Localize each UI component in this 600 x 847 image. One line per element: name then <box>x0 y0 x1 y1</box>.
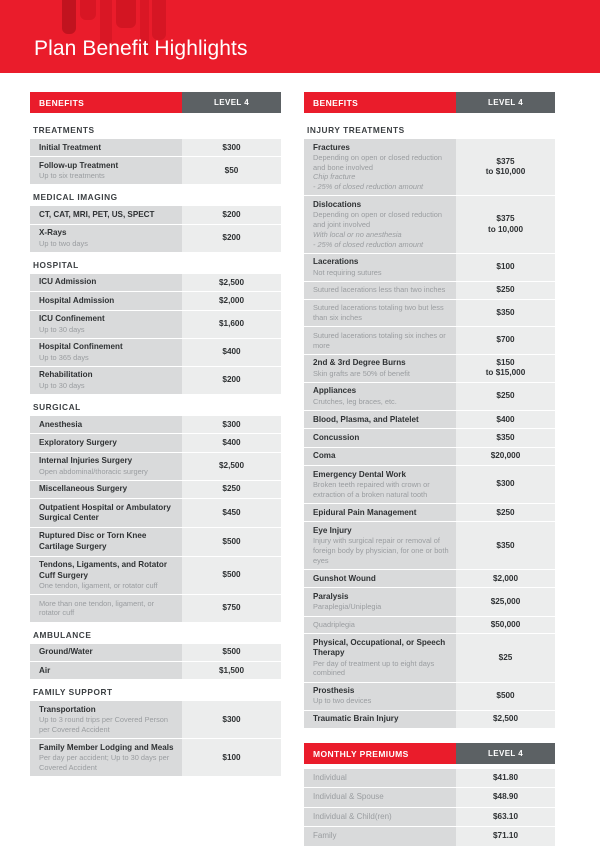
table-row <box>304 634 555 682</box>
benefit-value: $500 <box>182 644 281 661</box>
table-row <box>304 300 555 328</box>
table-medical-imaging <box>30 206 281 251</box>
benefit-cell <box>30 311 182 338</box>
banner-decor-bar-6 <box>152 0 166 40</box>
benefit-cell <box>30 644 182 661</box>
benefit-value: $2,000 <box>456 570 555 587</box>
table-hospital <box>30 274 281 394</box>
premium-cell <box>304 769 456 787</box>
benefit-cell <box>30 367 182 394</box>
benefit-subtext: Injury with surgical repair or removal of foreign body by physician, for one or both eyes <box>313 536 449 565</box>
benefit-cell <box>304 411 456 428</box>
table-row <box>30 274 281 292</box>
benefit-value <box>456 355 555 382</box>
benefit-title: Coma <box>313 451 336 461</box>
premium-value: $71.10 <box>456 827 555 845</box>
benefit-subtext-italic: Chip fracture <box>313 172 356 182</box>
benefit-value: $2,500 <box>182 274 281 291</box>
benefit-value: $2,000 <box>182 292 281 309</box>
table-row <box>304 788 555 807</box>
benefit-title: Exploratory Surgery <box>39 437 117 447</box>
benefit-cell <box>30 701 182 738</box>
benefit-subtext-italic: - 25% of closed reduction amount <box>313 239 424 249</box>
benefit-title: CT, CAT, MRI, PET, US, SPECT <box>39 209 155 219</box>
table-row <box>30 367 281 394</box>
benefit-subtext: Up to 365 days <box>39 352 89 362</box>
benefit-value: $400 <box>182 339 281 366</box>
table-row <box>30 434 281 452</box>
banner-decor-bar-4 <box>116 0 136 28</box>
table-row <box>304 504 555 522</box>
benefit-title: 2nd & 3rd Degree Burns <box>313 358 406 368</box>
benefit-cell <box>30 453 182 480</box>
table-row <box>30 644 281 662</box>
premium-title: Individual & Child(ren) <box>313 811 392 821</box>
monthly-premiums-table <box>304 743 555 846</box>
table-row <box>30 225 281 252</box>
table-row <box>30 557 281 595</box>
benefit-value: $500 <box>456 683 555 710</box>
table-row <box>304 196 555 253</box>
benefit-cell <box>30 557 182 594</box>
table-row <box>304 466 555 504</box>
table-row <box>30 139 281 157</box>
benefit-title: Paralysis <box>313 591 349 601</box>
benefit-value: $250 <box>456 282 555 299</box>
table-row <box>304 808 555 827</box>
table-row <box>30 416 281 434</box>
benefit-cell <box>304 355 456 382</box>
table-treatments <box>30 139 281 184</box>
benefit-value: $350 <box>456 429 555 446</box>
premium-title: Family <box>313 831 337 841</box>
benefit-cell <box>304 617 456 634</box>
benefit-subtext: Not requiring sutures <box>313 267 382 277</box>
benefit-cell <box>304 711 456 728</box>
benefit-title: Blood, Plasma, and Platelet <box>313 414 419 424</box>
benefit-cell <box>30 481 182 498</box>
premiums-rows <box>304 769 555 846</box>
benefit-cell <box>30 339 182 366</box>
table-row <box>304 588 555 616</box>
benefit-title: Epidural Pain Management <box>313 507 417 517</box>
benefit-title: Eye Injury <box>313 525 352 535</box>
benefit-title: Internal Injuries Surgery <box>39 456 133 466</box>
benefit-cell <box>30 206 182 223</box>
benefit-value: $750 <box>182 595 281 622</box>
benefit-title: Traumatic Brain Injury <box>313 714 399 724</box>
benefit-cell <box>304 254 456 281</box>
benefit-title: Dislocations <box>313 199 362 209</box>
benefit-value: $350 <box>456 522 555 569</box>
benefit-title: Anesthesia <box>39 419 83 429</box>
table-row <box>304 254 555 282</box>
benefit-value: $350 <box>456 300 555 327</box>
benefit-cell <box>30 225 182 252</box>
benefit-title: Concussion <box>313 432 360 442</box>
table-row <box>304 282 555 300</box>
table-row <box>304 139 555 196</box>
benefit-cell <box>30 499 182 527</box>
table-row <box>304 448 555 466</box>
benefit-title: Hospital Admission <box>39 295 115 305</box>
benefit-value: $200 <box>182 367 281 394</box>
benefit-title: Outpatient Hospital or Ambulatory Surgical Center <box>39 502 171 523</box>
table-row <box>304 711 555 728</box>
table-row <box>304 383 555 411</box>
benefit-subtext: Up to 30 days <box>39 324 85 334</box>
benefit-cell <box>30 434 182 451</box>
benefit-value: $250 <box>456 383 555 410</box>
benefit-value: $1,600 <box>182 311 281 338</box>
benefit-title: Prosthesis <box>313 686 355 696</box>
benefit-cell <box>304 196 456 252</box>
table-family-support <box>30 701 281 776</box>
benefit-title: Follow-up Treatment <box>39 160 119 170</box>
premium-title: Individual <box>313 773 347 783</box>
benefit-value: $25,000 <box>456 588 555 615</box>
table-row <box>30 206 281 224</box>
benefit-value-line1: $375 <box>496 156 515 166</box>
left-header-benefits: BENEFITS <box>30 92 182 113</box>
benefit-value: $100 <box>182 739 281 776</box>
benefit-cell <box>304 634 456 681</box>
benefit-title: Air <box>39 665 51 675</box>
benefit-value-line1: $375 <box>496 214 515 224</box>
benefit-subtext: Sutured lacerations totaling two but less than six inches <box>313 303 444 322</box>
benefit-cell <box>304 383 456 410</box>
benefit-title: Lacerations <box>313 257 359 267</box>
premium-title: Individual & Spouse <box>313 792 384 802</box>
benefit-cell <box>304 429 456 446</box>
benefit-title: Initial Treatment <box>39 142 102 152</box>
table-row <box>30 292 281 310</box>
banner-decor-bar-1 <box>62 0 76 34</box>
benefit-subtext: More than one tendon, ligament, or rotator cuff <box>39 598 155 618</box>
left-benefits-column <box>30 92 281 777</box>
benefit-title: Hospital Confinement <box>39 342 123 352</box>
benefit-title: Ground/Water <box>39 647 93 657</box>
premium-value: $63.10 <box>456 808 555 826</box>
table-row <box>30 339 281 367</box>
benefit-value <box>456 196 555 252</box>
benefit-title: Appliances <box>313 386 357 396</box>
banner-decor-bar-2 <box>80 0 96 20</box>
left-header-level: LEVEL 4 <box>182 92 281 113</box>
benefit-value: $20,000 <box>456 448 555 465</box>
premium-cell <box>304 788 456 806</box>
table-row <box>304 327 555 355</box>
premium-cell <box>304 827 456 845</box>
benefit-value: $250 <box>456 504 555 521</box>
benefit-subtext: Up to six treatments <box>39 171 105 181</box>
benefit-cell <box>304 300 456 327</box>
table-row <box>304 411 555 429</box>
benefit-subtext: Skin grafts are 50% of benefit <box>313 368 410 378</box>
benefit-subtext: Broken teeth repaired with crown or extraction of a broken natural tooth <box>313 479 430 499</box>
benefit-value: $500 <box>182 557 281 594</box>
benefit-cell <box>304 588 456 615</box>
benefit-value: $50 <box>182 157 281 184</box>
benefit-value: $700 <box>456 327 555 354</box>
table-row <box>30 595 281 622</box>
benefit-cell <box>30 595 182 622</box>
section-heading-hospital: HOSPITAL <box>33 259 79 270</box>
table-row <box>304 429 555 447</box>
benefit-value: $300 <box>182 139 281 156</box>
table-row <box>30 499 281 528</box>
benefit-value: $50,000 <box>456 617 555 634</box>
benefit-subtext: Sutured lacerations less than two inches <box>313 285 446 295</box>
premiums-header-label: MONTHLY PREMIUMS <box>304 743 456 764</box>
benefit-cell <box>30 662 182 679</box>
benefit-subtext: Sutured lacerations totaling six inches or more <box>313 330 446 350</box>
benefit-cell <box>30 292 182 309</box>
benefit-title: ICU Admission <box>39 277 97 287</box>
right-benefits-column <box>304 92 555 847</box>
benefit-value: $400 <box>182 434 281 451</box>
table-surgical <box>30 416 281 622</box>
table-row <box>30 662 281 679</box>
benefit-title: Fractures <box>313 142 350 152</box>
benefit-subtext: Open abdominal/thoracic surgery <box>39 466 148 476</box>
premiums-header <box>304 743 555 764</box>
right-header-level: LEVEL 4 <box>456 92 555 113</box>
right-table-header <box>304 92 555 113</box>
benefit-subtext: Depending on open or closed reduction and bone involved <box>313 152 443 172</box>
section-heading-ambulance: AMBULANCE <box>33 629 92 640</box>
benefit-value: $100 <box>456 254 555 281</box>
benefit-value-line1: $150 <box>496 358 515 368</box>
table-row <box>30 739 281 776</box>
benefit-cell <box>30 416 182 433</box>
benefit-value: $200 <box>182 206 281 223</box>
table-ambulance <box>30 644 281 680</box>
table-row <box>304 570 555 588</box>
benefit-cell <box>30 157 182 184</box>
table-row <box>30 481 281 499</box>
benefit-title: Physical, Occupational, or Speech Therapy <box>313 637 446 658</box>
page-banner <box>0 0 600 73</box>
benefit-subtext: One tendon, ligament, or rotator cuff <box>39 580 158 590</box>
benefit-value <box>456 139 555 195</box>
benefit-cell <box>304 683 456 710</box>
benefit-subtext: Crutches, leg braces, etc. <box>313 396 397 406</box>
benefit-subtext: Up to two devices <box>313 696 372 706</box>
benefit-cell <box>30 274 182 291</box>
benefit-title: Rehabilitation <box>39 370 93 380</box>
benefit-cell <box>304 522 456 569</box>
benefit-subtext: Per day per accident; Up to 30 days per Covered Accident <box>39 753 170 772</box>
table-row <box>30 157 281 184</box>
benefit-value: $200 <box>182 225 281 252</box>
benefit-subtext: Quadriplegia <box>313 620 355 630</box>
table-row <box>304 617 555 635</box>
benefit-title: X-Rays <box>39 228 67 238</box>
benefit-title: Gunshot Wound <box>313 573 376 583</box>
benefit-value: $1,500 <box>182 662 281 679</box>
benefit-cell <box>30 739 182 776</box>
page-title: Plan Benefit Highlights <box>34 37 248 60</box>
benefit-subtext: Up to 30 days <box>39 380 85 390</box>
benefit-value-line2: to $10,000 <box>485 167 526 177</box>
benefit-value: $450 <box>182 499 281 527</box>
benefit-cell <box>304 282 456 299</box>
benefit-value: $500 <box>182 528 281 556</box>
benefit-cell <box>304 327 456 354</box>
benefit-value-line2: to 10,000 <box>487 224 524 234</box>
section-heading-surgical: SURGICAL <box>33 402 81 413</box>
table-row <box>304 522 555 570</box>
benefit-cell <box>304 570 456 587</box>
table-row <box>30 701 281 739</box>
benefit-subtext: Per day of treatment up to eight days combined <box>313 658 435 678</box>
benefit-subtext-italic: With local or no anesthesia <box>313 229 402 239</box>
benefit-title: Transportation <box>39 704 96 714</box>
section-heading-treatments: TREATMENTS <box>33 125 95 135</box>
benefit-cell <box>304 504 456 521</box>
benefit-cell <box>304 139 456 195</box>
premium-cell <box>304 808 456 826</box>
benefit-value: $400 <box>456 411 555 428</box>
table-row <box>30 528 281 557</box>
benefit-title: Ruptured Disc or Torn Knee Cartilage Surgery <box>39 531 147 551</box>
section-heading-family-support: FAMILY SUPPORT <box>33 687 113 698</box>
benefit-value: $250 <box>182 481 281 498</box>
table-row <box>304 683 555 711</box>
benefit-title: ICU Confinement <box>39 314 105 324</box>
table-row <box>304 355 555 383</box>
benefit-subtext: Paraplegia/Uniplegia <box>313 602 382 612</box>
benefit-value-line2: to $15,000 <box>485 368 526 378</box>
section-heading-injury-treatments: INJURY TREATMENTS <box>307 125 405 135</box>
benefit-title: Family Member Lodging and Meals <box>39 742 174 752</box>
left-table-header <box>30 92 281 113</box>
benefit-value: $25 <box>456 634 555 681</box>
right-header-benefits: BENEFITS <box>304 92 456 113</box>
benefit-value: $2,500 <box>456 711 555 728</box>
benefit-title: Miscellaneous Surgery <box>39 484 128 494</box>
benefit-value: $300 <box>456 466 555 503</box>
benefit-subtext: Depending on open or closed reduction and joint involved <box>313 210 443 230</box>
benefit-title: Tendons, Ligaments, and Rotator Cuff Surgery <box>39 560 168 580</box>
benefit-subtext: Up to 3 round trips per Covered Person per Covered Accident <box>39 715 168 735</box>
premiums-spacer <box>304 729 555 743</box>
premium-value: $41.80 <box>456 769 555 787</box>
table-row <box>304 827 555 845</box>
table-row <box>304 769 555 788</box>
benefit-value: $300 <box>182 416 281 433</box>
premium-value: $48.90 <box>456 788 555 806</box>
benefit-cell <box>304 466 456 503</box>
table-row <box>30 453 281 481</box>
benefit-subtext: Up to two days <box>39 238 88 248</box>
benefit-value: $2,500 <box>182 453 281 480</box>
benefit-title: Emergency Dental Work <box>313 469 406 479</box>
benefit-cell <box>30 139 182 156</box>
table-injury-treatments <box>304 139 555 728</box>
benefit-subtext-italic: - 25% of closed reduction amount <box>313 182 424 192</box>
table-row <box>30 311 281 339</box>
premiums-header-level: LEVEL 4 <box>456 743 555 764</box>
benefit-value: $300 <box>182 701 281 738</box>
benefit-cell <box>30 528 182 556</box>
section-heading-medical-imaging: MEDICAL IMAGING <box>33 192 118 203</box>
benefit-cell <box>304 448 456 465</box>
